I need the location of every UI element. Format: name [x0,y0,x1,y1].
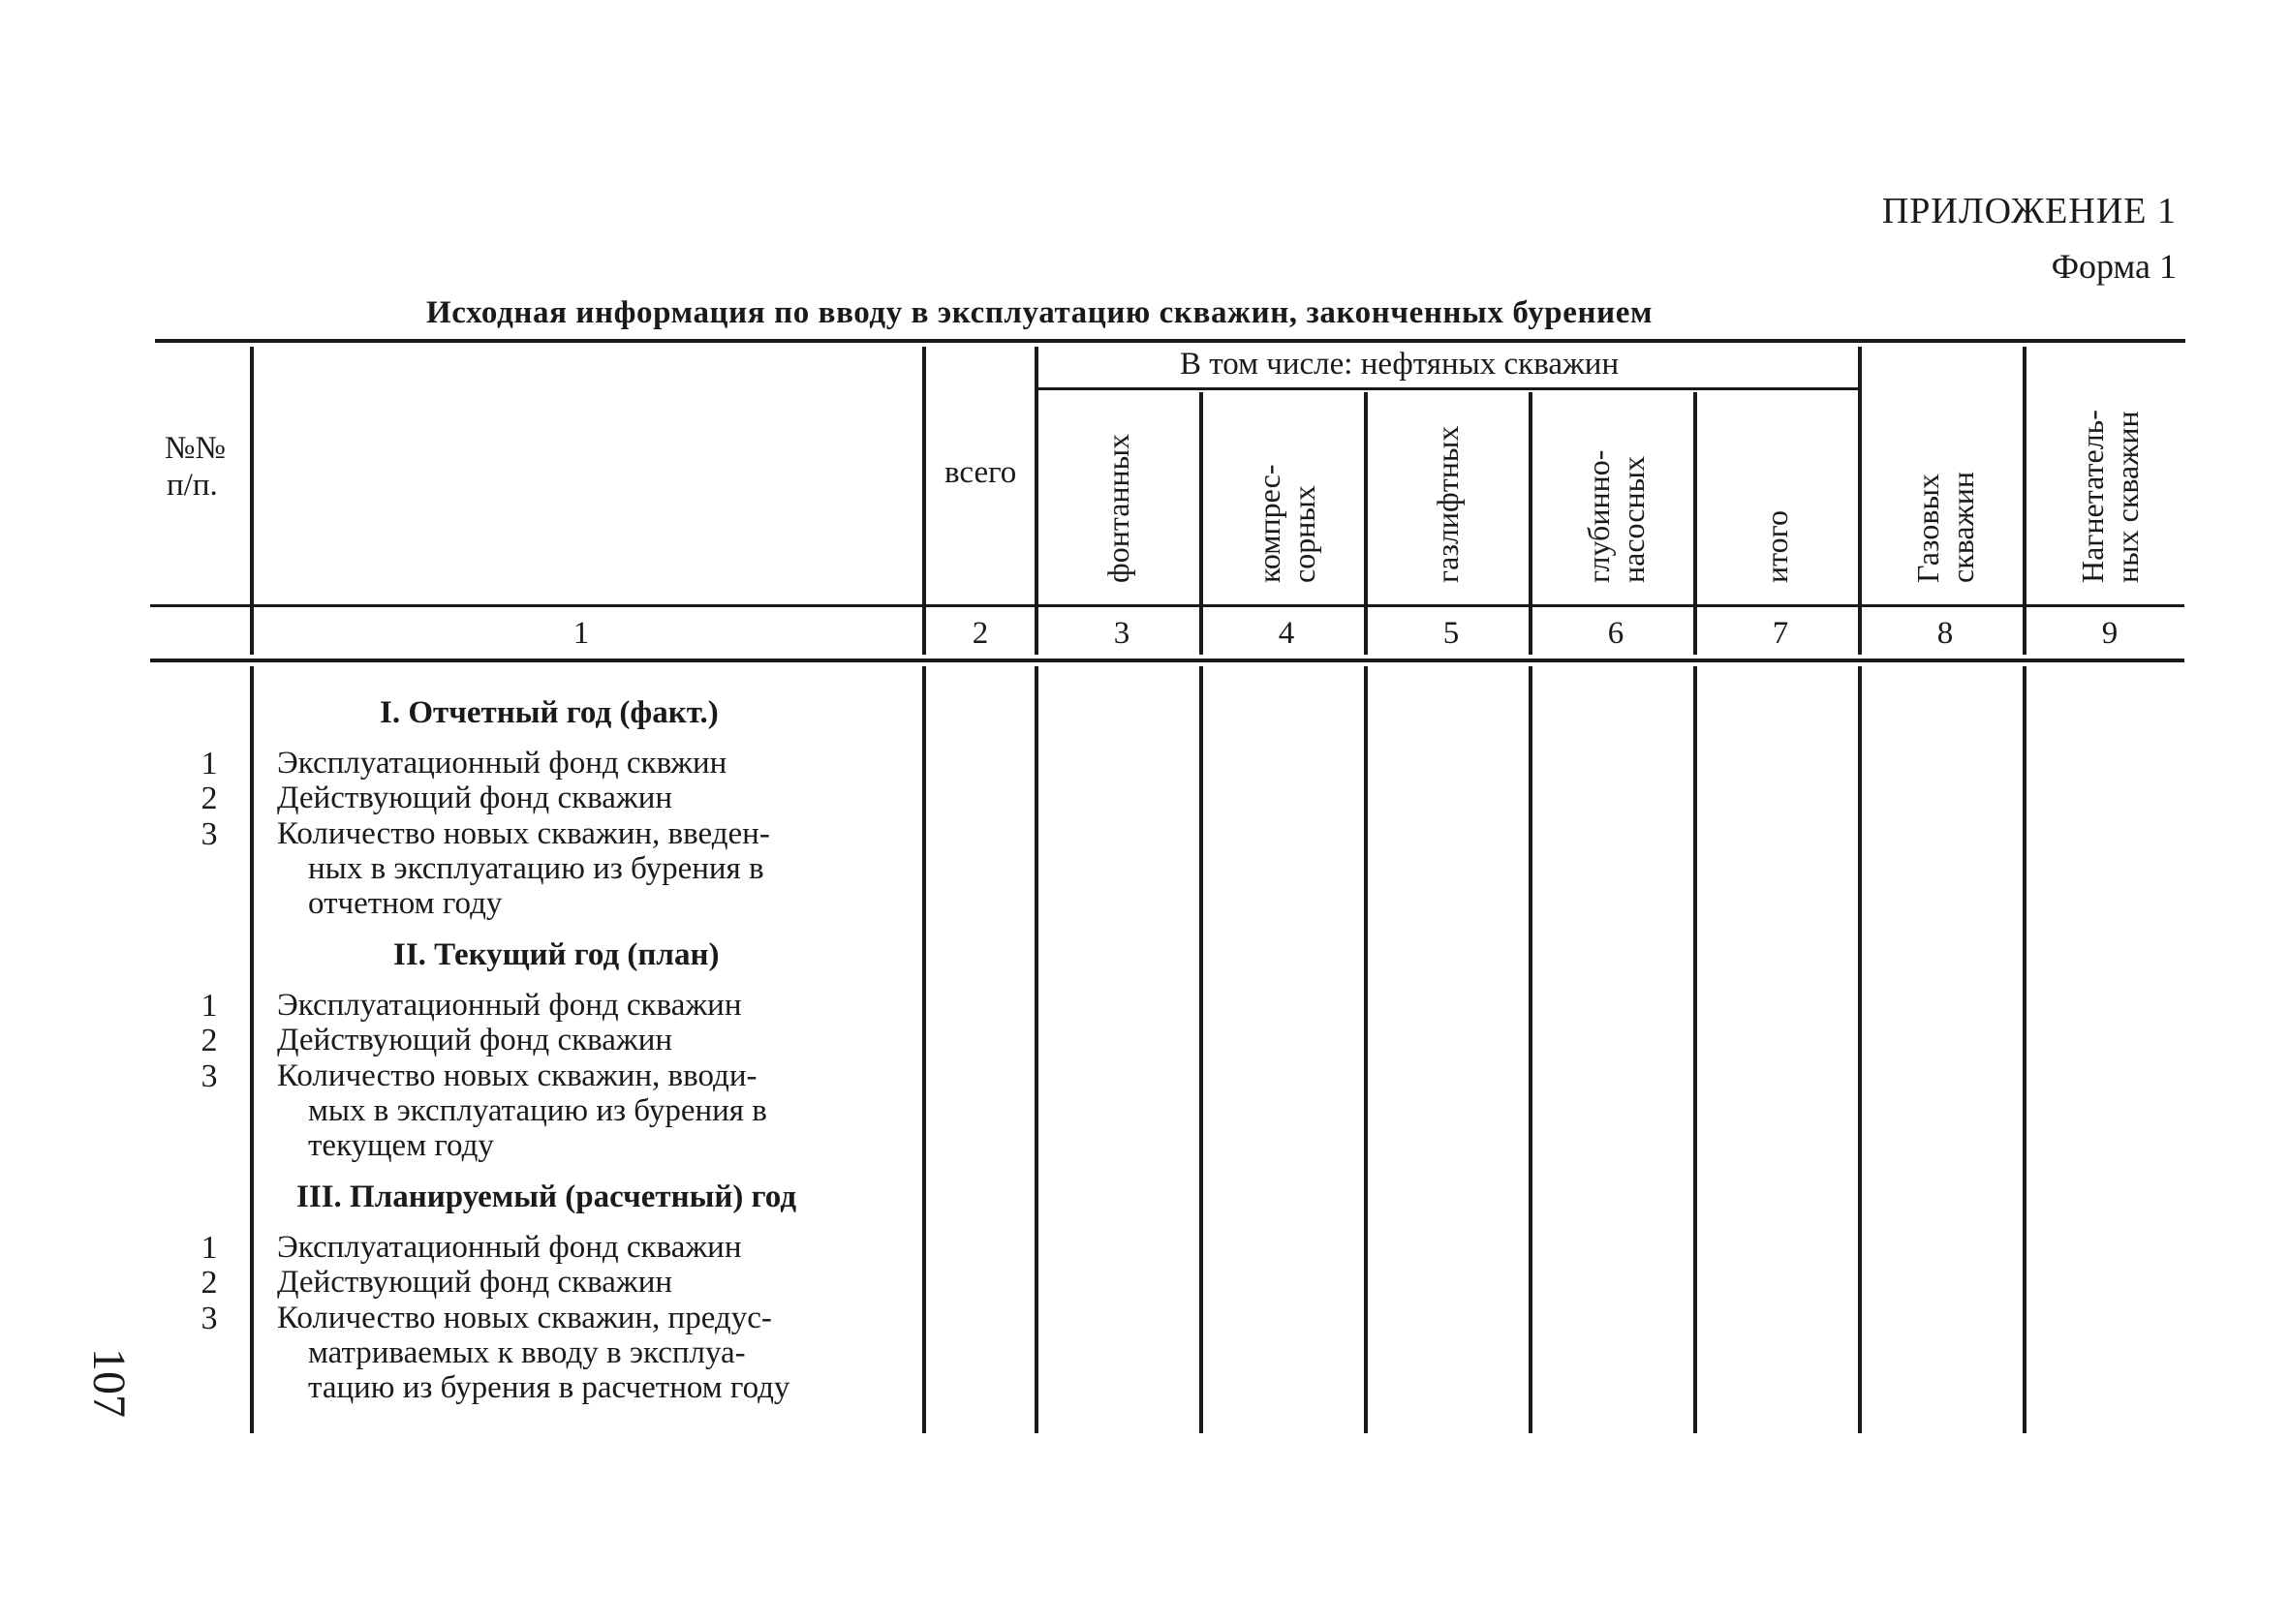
row-number: 3 [201,1058,218,1094]
section-title: II. Текущий год (план) [393,937,720,972]
header-injection-1: Нагнетатель- [2075,410,2110,583]
section-title: III. Планируемый (расчетный) год [296,1180,797,1214]
column-number: 9 [2101,616,2119,651]
row-label-continued: отчетном году [308,886,503,921]
column-number: 5 [1442,616,1460,651]
header-gaslift: газлифтных [1430,425,1465,583]
header-total: всего [944,455,1017,490]
row-number: 1 [201,746,218,781]
header-group-label: В том числе: нефтяных скважин [1180,347,1620,382]
row-label: Количество новых скважин, предус- [277,1301,772,1335]
header-fountain: фонтанных [1100,433,1135,583]
row-number: 2 [201,1265,218,1301]
column-number: 6 [1607,616,1624,651]
row-number: 3 [201,1301,218,1336]
header-deep-2: насосных [1616,455,1651,583]
col-divider-a [250,347,254,655]
col-divider-i [2023,347,2026,655]
body-divider-g [1693,666,1697,1433]
header-compressor-2: сорных [1286,485,1321,583]
group-underline [1036,387,1860,390]
column-number: 1 [572,616,590,651]
form-label: Форма 1 [2051,247,2177,286]
row-label: Количество новых скважин, вводи- [277,1058,758,1093]
body-divider-h [1858,666,1862,1433]
col-divider-c [1035,347,1038,655]
row-label-continued: текущем году [308,1128,494,1163]
row-number: 3 [201,816,218,852]
document-title: Исходная информация по вводу в эксплуатацию скважин, законченных бурением [426,295,1654,330]
row-label: Действующий фонд скважин [277,1023,673,1057]
body-divider-b [922,666,926,1433]
row-label-continued: тацию из бурения в расчетном году [308,1370,790,1405]
body-divider-d [1199,666,1203,1433]
column-number: 8 [1936,616,1954,651]
row-number: 2 [201,1023,218,1058]
header-bottom-rule [150,604,2184,607]
row-label: Действующий фонд скважин [277,1265,673,1300]
page-number: 107 [83,1348,135,1418]
row-label-continued: ных в эксплуатацию из бурения в [308,851,764,886]
body-divider-c [1035,666,1038,1433]
header-no-label: №№ [165,431,226,466]
header-subtotal: итого [1759,509,1794,583]
row-number: 2 [201,781,218,816]
table-top-rule [155,339,2185,343]
row-number: 1 [201,988,218,1024]
header-deep-1: глубинно- [1581,449,1616,583]
row-label: Эксплуатационный фонд скважин [277,1230,742,1265]
body-divider-a [250,666,254,1433]
body-divider-e [1364,666,1368,1433]
column-number: 3 [1113,616,1130,651]
col-divider-d [1199,392,1203,655]
header-no-sub-label: п/п. [167,468,218,503]
appendix-label: ПРИЛОЖЕНИЕ 1 [1881,191,2177,231]
section-title: I. Отчетный год (факт.) [380,695,719,730]
col-divider-b [922,347,926,655]
header-gas-2: скважин [1945,472,1980,583]
col-divider-h [1858,347,1862,655]
row-label: Эксплуатационный фонд сквжин [277,746,727,781]
header-injection-2: ных скважин [2110,411,2145,583]
row-label: Эксплуатационный фонд скважин [277,988,742,1023]
row-label-continued: матриваемых к вводу в эксплуа- [308,1335,746,1370]
row-label: Действующий фонд скважин [277,781,673,815]
column-number: 2 [972,616,989,651]
col-divider-g [1693,392,1697,655]
column-number: 4 [1278,616,1295,651]
body-divider-i [2023,666,2026,1433]
row-number: 1 [201,1230,218,1266]
header-gas-1: Газовых [1910,474,1945,583]
row-label: Количество новых скважин, введен- [277,816,770,851]
row-label-continued: мых в эксплуатацию из бурения в [308,1093,767,1128]
body-divider-f [1529,666,1532,1433]
header-compressor-1: компрес- [1252,464,1286,583]
col-divider-f [1529,392,1532,655]
colnum-bottom-rule [150,659,2184,662]
col-divider-e [1364,392,1368,655]
column-number: 7 [1772,616,1789,651]
